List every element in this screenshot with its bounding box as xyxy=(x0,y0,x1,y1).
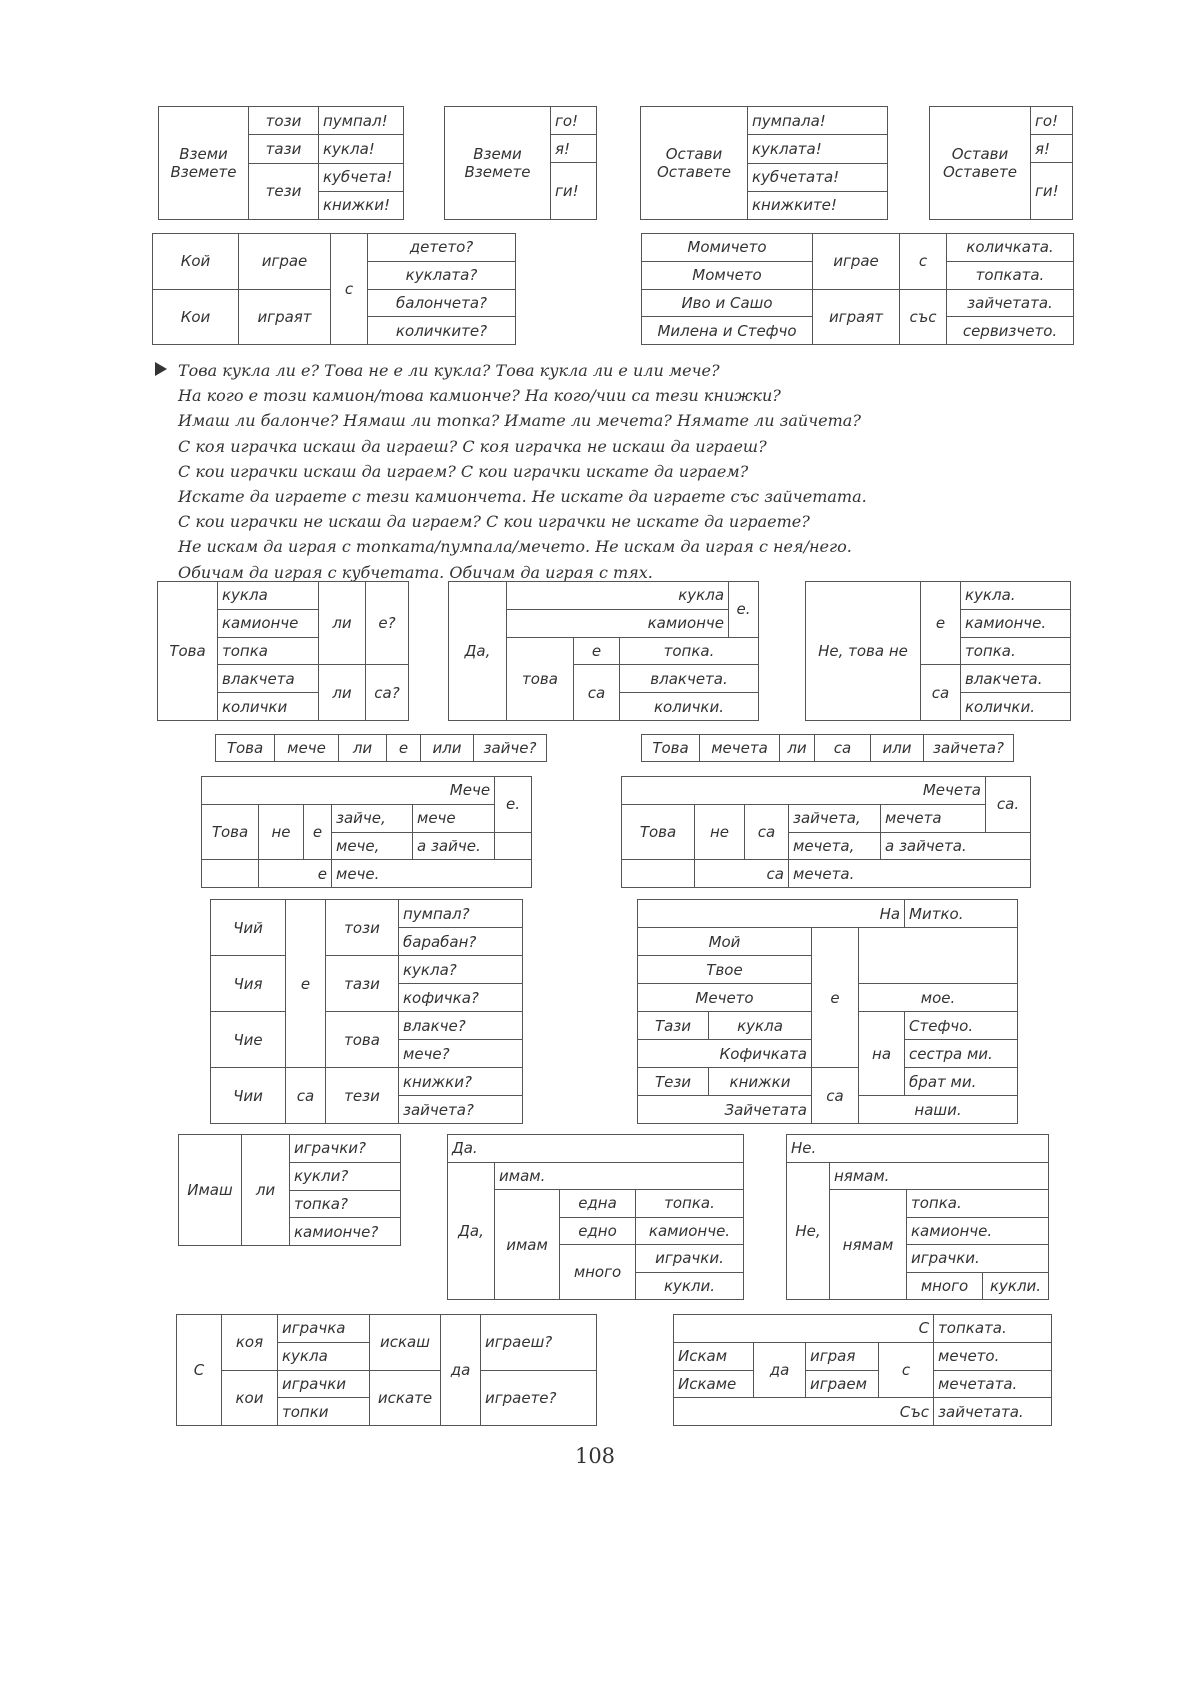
cell: камионче? xyxy=(290,1218,401,1246)
table-da-tova xyxy=(448,581,759,721)
cell: топка. xyxy=(636,1190,744,1218)
cell: влакчета xyxy=(218,665,319,693)
cell: камионче. xyxy=(636,1217,744,1245)
cell: играят xyxy=(239,289,331,345)
cell: са? xyxy=(366,665,409,721)
cell: зайче, xyxy=(332,804,413,832)
cell: Мечета xyxy=(622,777,986,805)
cell: една xyxy=(560,1190,636,1218)
cell: количката. xyxy=(947,234,1074,262)
sentence-line: Обичам да играя с кубчетата. Обичам да играя с тях. xyxy=(178,562,653,582)
cell: мече, xyxy=(332,832,413,860)
cell: Милена и Стефчо xyxy=(642,317,813,345)
cell: кукла xyxy=(278,1342,370,1370)
cell: С xyxy=(674,1315,934,1343)
cell: е xyxy=(259,860,332,888)
cell: тези xyxy=(249,163,319,220)
cell: на xyxy=(859,1012,905,1096)
cell: куклата? xyxy=(368,261,516,289)
cell: Твое xyxy=(638,956,812,984)
cell: да xyxy=(441,1315,481,1426)
cell: влакчета. xyxy=(961,665,1071,693)
cell: зайчета? xyxy=(399,1096,523,1124)
cell: Не, това не xyxy=(806,582,921,721)
cell: колички. xyxy=(620,693,759,721)
cell: искате xyxy=(370,1370,441,1426)
bullet-arrow-icon xyxy=(155,362,167,376)
cell: са xyxy=(745,804,789,860)
cell: топка? xyxy=(290,1190,401,1218)
cell: Мече xyxy=(202,777,495,805)
cell: или xyxy=(871,735,924,762)
cell: количките? xyxy=(368,317,516,345)
cell: пумпал? xyxy=(399,900,523,928)
cell: играя xyxy=(806,1342,879,1370)
cell: Със xyxy=(674,1398,934,1426)
cell: кукла xyxy=(507,582,729,610)
cell: имам xyxy=(495,1190,560,1300)
cell: Имаш xyxy=(179,1135,242,1246)
cell: мечета xyxy=(700,735,780,762)
cell: играчка xyxy=(278,1315,370,1343)
cell: играчки? xyxy=(290,1135,401,1163)
cell: Чий xyxy=(211,900,286,956)
cell: Вземи Вземете xyxy=(159,107,249,220)
cell: са xyxy=(286,1068,326,1124)
cell: влакче? xyxy=(399,1012,523,1040)
cell: колички xyxy=(218,693,319,721)
cell: мече xyxy=(413,804,495,832)
cell: много xyxy=(907,1272,983,1300)
cell: ли xyxy=(319,582,366,665)
table-ne-tova-ne xyxy=(805,581,1071,721)
cell: книжки? xyxy=(399,1068,523,1096)
cell: този xyxy=(249,107,319,135)
cell: Митко. xyxy=(905,900,1018,928)
table-tova-ne-e-zaiche xyxy=(201,776,532,888)
table-vzemi-2 xyxy=(444,106,597,220)
cell: наши. xyxy=(859,1096,1018,1124)
cell: тези xyxy=(326,1068,399,1124)
cell: е. xyxy=(729,582,759,638)
cell: да xyxy=(754,1342,806,1398)
table-tova-meche-ili xyxy=(215,734,547,762)
table-s-koya-igrachka xyxy=(176,1314,597,1426)
sentence-line: Имаш ли балонче? Нямаш ли топка? Имате ли мечета? Нямате ли зайчета? xyxy=(178,411,861,431)
sentence-line: Това кукла ли е? Това не е ли кукла? Това кукла ли е или мече? xyxy=(178,361,720,380)
cell: С xyxy=(177,1315,222,1426)
cell: Момичето xyxy=(642,234,813,262)
cell: е xyxy=(304,804,332,860)
cell: или xyxy=(421,735,474,762)
cell: това xyxy=(326,1012,399,1068)
cell: Остави Оставете xyxy=(930,107,1031,220)
cell: Кой xyxy=(153,234,239,290)
cell: кукла xyxy=(709,1012,812,1040)
cell: Кои xyxy=(153,289,239,345)
cell: играем xyxy=(806,1370,879,1398)
cell: играе xyxy=(239,234,331,290)
sentence-line: Искате да играете с тези камиончета. Не искате да играете със зайчетата. xyxy=(178,487,867,507)
cell: зайчетата. xyxy=(947,289,1074,317)
cell: Това xyxy=(202,804,259,860)
cell: камионче xyxy=(507,609,729,637)
cell: мечета xyxy=(881,804,986,832)
cell: мое. xyxy=(859,984,1018,1012)
table-koy-igrae xyxy=(152,233,516,345)
sentence-line: Не искам да играя с топката/пумпала/мечето. Не искам да играя с нея/него. xyxy=(178,537,852,557)
cell: Чии xyxy=(211,1068,286,1124)
cell: Искам xyxy=(674,1342,754,1370)
cell: зайче? xyxy=(474,735,547,762)
cell: барабан? xyxy=(399,928,523,956)
cell: топки xyxy=(278,1398,370,1426)
cell: искаш xyxy=(370,1315,441,1371)
sentence-line: С кои играчки искаш да играем? С кои играчки искате да играем? xyxy=(178,461,749,481)
cell: не xyxy=(259,804,304,860)
cell: е xyxy=(921,582,961,665)
cell: тази xyxy=(326,956,399,1012)
cell: зайчета, xyxy=(789,804,881,832)
cell: ли xyxy=(339,735,387,762)
cell: това xyxy=(507,637,574,720)
cell: са. xyxy=(986,777,1031,833)
cell: е xyxy=(387,735,421,762)
cell: Това xyxy=(622,804,695,860)
cell: ги! xyxy=(551,163,597,220)
cell: зайчета? xyxy=(924,735,1014,762)
cell: играчки xyxy=(278,1370,370,1398)
cell: я! xyxy=(1031,135,1073,163)
cell: Това xyxy=(158,582,218,721)
cell: с xyxy=(331,234,368,345)
page-number: 108 xyxy=(574,1444,616,1468)
cell: пумпала! xyxy=(748,107,888,135)
cell: а зайчета. xyxy=(881,832,1031,860)
cell: топка. xyxy=(620,637,759,665)
sentence-line: С кои играчки не искаш да играем? С кои играчки не искате да играете? xyxy=(178,512,810,532)
cell: мече xyxy=(275,735,339,762)
cell: Не, xyxy=(787,1162,830,1300)
table-moy-tvoe-mecheto xyxy=(637,899,1018,1124)
cell: мече? xyxy=(399,1040,523,1068)
cell: мечето. xyxy=(934,1342,1052,1370)
table-imash-li xyxy=(178,1134,401,1246)
table-chiy-e-tozi xyxy=(210,899,523,1124)
cell: Да. xyxy=(448,1135,744,1163)
cell: кукли. xyxy=(636,1272,744,1300)
cell: ги! xyxy=(1031,163,1073,220)
cell: куклата! xyxy=(748,135,888,163)
cell: влакчета. xyxy=(620,665,759,693)
cell: Чие xyxy=(211,1012,286,1068)
cell: брат ми. xyxy=(905,1068,1018,1096)
cell: мечета. xyxy=(789,860,1031,888)
cell: е xyxy=(286,900,326,1068)
cell: сестра ми. xyxy=(905,1040,1018,1068)
cell: Да, xyxy=(449,582,507,721)
cell: топка. xyxy=(961,637,1071,665)
cell: Зайчетата xyxy=(638,1096,812,1124)
cell: Искаме xyxy=(674,1370,754,1398)
cell: тази xyxy=(249,135,319,163)
table-ne-nyamam xyxy=(786,1134,1049,1300)
example-sentences xyxy=(178,358,867,585)
cell: кукла! xyxy=(319,135,404,163)
cell: играеш? xyxy=(481,1315,597,1371)
cell: кукла? xyxy=(399,956,523,984)
table-da-imam xyxy=(447,1134,744,1300)
cell: са xyxy=(815,735,871,762)
cell: кукли? xyxy=(290,1162,401,1190)
cell: едно xyxy=(560,1217,636,1245)
cell: кубчетата! xyxy=(748,163,888,191)
cell: камионче xyxy=(218,609,319,637)
table-momicheto-igrae xyxy=(641,233,1074,345)
cell: зайчетата. xyxy=(934,1398,1052,1426)
cell: Иво и Сашо xyxy=(642,289,813,317)
cell: Тези xyxy=(638,1068,709,1096)
cell: Стефчо. xyxy=(905,1012,1018,1040)
cell: колички. xyxy=(961,693,1071,721)
cell: Мечето xyxy=(638,984,812,1012)
table-iskam-da-igraya xyxy=(673,1314,1052,1426)
sentence-line: На кого е този камион/това камионче? На кого/чии са тези книжки? xyxy=(178,386,781,406)
cell: нямам. xyxy=(830,1162,1049,1190)
cell: със xyxy=(900,289,947,345)
cell: е? xyxy=(366,582,409,665)
cell: топката. xyxy=(947,261,1074,289)
table-tova-mecheta-ili xyxy=(641,734,1014,762)
cell: са xyxy=(921,665,961,721)
cell: балончета? xyxy=(368,289,516,317)
cell: кубчета! xyxy=(319,163,404,191)
cell: са xyxy=(812,1068,859,1124)
cell: Тази xyxy=(638,1012,709,1040)
cell: Чия xyxy=(211,956,286,1012)
cell: Това xyxy=(642,735,700,762)
cell: топка. xyxy=(907,1190,1049,1218)
cell: камионче. xyxy=(961,609,1071,637)
cell: го! xyxy=(1031,107,1073,135)
cell: а зайче. xyxy=(413,832,495,860)
cell: с xyxy=(900,234,947,290)
cell: този xyxy=(326,900,399,956)
cell: играе xyxy=(813,234,900,290)
cell: Да, xyxy=(448,1162,495,1300)
cell: кукла. xyxy=(961,582,1071,610)
table-vzemi-1 xyxy=(158,106,404,220)
cell: не xyxy=(695,804,745,860)
cell: е xyxy=(812,928,859,1068)
cell: Мой xyxy=(638,928,812,956)
cell: топка xyxy=(218,637,319,665)
table-tova-kukla-li xyxy=(157,581,409,721)
cell: ли xyxy=(780,735,815,762)
cell: Остави Оставете xyxy=(641,107,748,220)
cell: кои xyxy=(222,1370,278,1426)
cell: детето? xyxy=(368,234,516,262)
cell: пумпал! xyxy=(319,107,404,135)
cell: сервизчето. xyxy=(947,317,1074,345)
table-tova-ne-sa-zaicheta xyxy=(621,776,1031,888)
cell: На xyxy=(638,900,905,928)
cell: я! xyxy=(551,135,597,163)
cell: много xyxy=(560,1245,636,1300)
cell: е xyxy=(574,637,620,665)
cell: Вземи Вземете xyxy=(445,107,551,220)
cell: кукли. xyxy=(983,1272,1049,1300)
cell: е. xyxy=(495,777,532,833)
cell: ли xyxy=(319,665,366,721)
cell: с xyxy=(879,1342,934,1398)
cell: книжките! xyxy=(748,191,888,219)
cell: кофичка? xyxy=(399,984,523,1012)
cell: нямам xyxy=(830,1190,907,1300)
cell: мечетата. xyxy=(934,1370,1052,1398)
table-ostavi-2 xyxy=(929,106,1073,220)
cell: Това xyxy=(216,735,275,762)
cell: играчки. xyxy=(907,1245,1049,1273)
table-ostavi-1 xyxy=(640,106,888,220)
cell: Момчето xyxy=(642,261,813,289)
cell: са xyxy=(574,665,620,721)
cell: мече. xyxy=(332,860,532,888)
cell: книжки! xyxy=(319,191,404,219)
cell: играят xyxy=(813,289,900,345)
cell: мечета, xyxy=(789,832,881,860)
cell: имам. xyxy=(495,1162,744,1190)
cell: кукла xyxy=(218,582,319,610)
cell: Кофичката xyxy=(638,1040,812,1068)
cell: камионче. xyxy=(907,1217,1049,1245)
cell: книжки xyxy=(709,1068,812,1096)
cell: топката. xyxy=(934,1315,1052,1343)
cell: са xyxy=(695,860,789,888)
cell: Не. xyxy=(787,1135,1049,1163)
cell: играчки. xyxy=(636,1245,744,1273)
cell: играете? xyxy=(481,1370,597,1426)
cell: коя xyxy=(222,1315,278,1371)
cell: го! xyxy=(551,107,597,135)
cell: ли xyxy=(242,1135,290,1246)
sentence-line: С коя играчка искаш да играеш? С коя играчка не искаш да играеш? xyxy=(178,436,767,456)
